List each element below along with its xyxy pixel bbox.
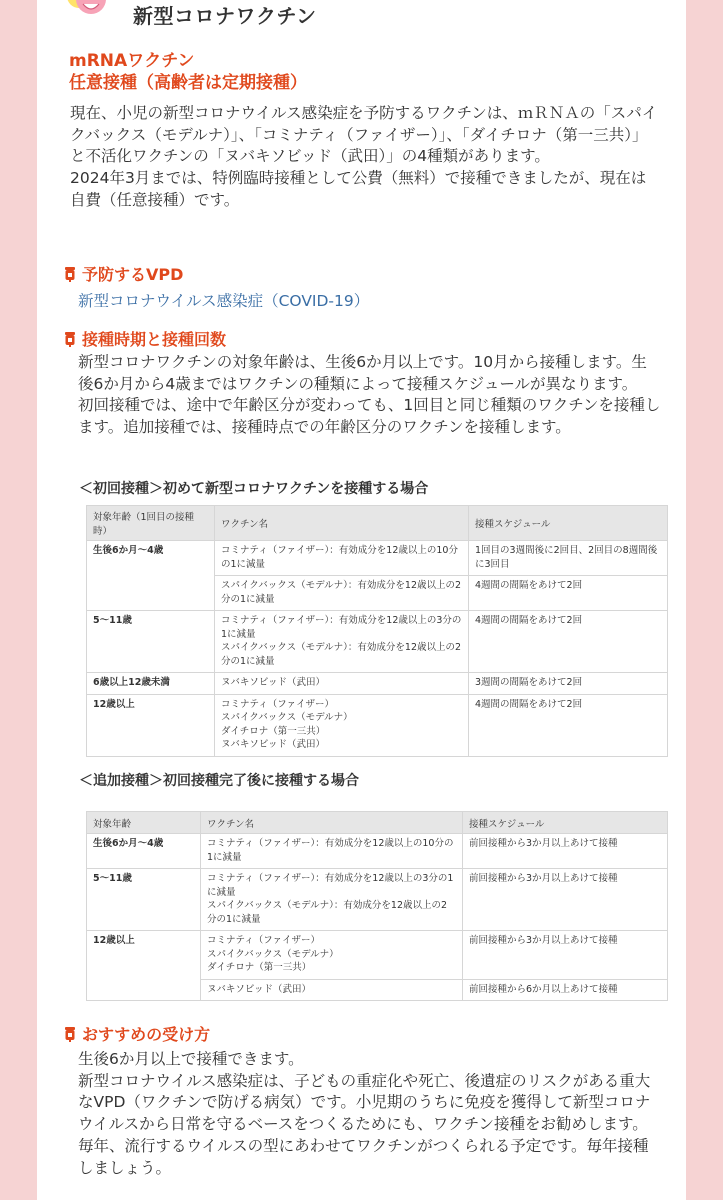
recommend-text [78, 1049, 662, 1179]
column-header: ワクチン名 [215, 506, 469, 541]
schedule-cell: 4週間の間隔をあけて2回 [469, 576, 668, 611]
column-header: 対象年齢 [87, 812, 201, 834]
column-header: 接種スケジュール [463, 812, 668, 834]
vaccine-cell: コミナティ（ファイザー）：有効成分を12歳以上の10分の1に減量 [201, 834, 463, 869]
intro-line-2: 2024年3月までは、特例臨時接種として公費（無料）で接種できましたが、現在は自費（任意接種）です。 [70, 169, 647, 209]
timing-paragraph-1: 新型コロナワクチンの対象年齢は、生後6か月以上です。10月から接種します。生後6か月から4歳まではワクチンの種類によって接種スケジュールが異なります。 [78, 353, 647, 393]
vaccine-cell: コミナティ（ファイザー） スパイクバックス（モデルナ） ダイチロナ（第一三共） [201, 931, 463, 980]
intro-text [70, 103, 660, 212]
vaccine-type: 任意接種（高齢者は定期接種） [69, 73, 307, 93]
timing-paragraph-2: 初回接種では、途中で年齢区分が変わっても、1回目と同じ種類のワクチンを接種します。追加接種では、接種時点での年齢区分のワクチンを接種します。 [78, 396, 661, 437]
table-header-row [87, 506, 668, 541]
page-title: 新型コロナワクチン [133, 4, 317, 28]
timing-text [78, 352, 662, 439]
age-cell: 5〜11歳 [87, 869, 201, 931]
schedule-cell: 4週間の間隔をあけて2回 [469, 694, 668, 756]
syringe-icon [64, 1027, 76, 1042]
recommend-paragraph-1: 生後6か月以上で接種できます。 [78, 1050, 304, 1068]
table-booster-title: ＜追加接種＞初回接種完了後に接種する場合 [79, 773, 359, 789]
vaccine-cell: コミナティ（ファイザー） スパイクバックス（モデルナ） ダイチロナ（第一三共） ヌバキソビッド（武田） [215, 694, 469, 756]
table-row [87, 834, 668, 869]
intro-line-1: 現在、小児の新型コロナウイルス感染症を予防するワクチンは、ｍＲＮＡの「スパイクバックス（モデルナ）」、「コミナティ（ファイザー）」、「ダイチロナ（第一三共）」と不活化ワクチンの「ヌバキソビッド（武田）」の4種類があります。 [70, 104, 658, 166]
vaccine-cell: スパイクバックス（モデルナ）：有効成分を12歳以上の2分の1に減量 [215, 576, 469, 611]
column-header: 対象年齢（1回目の接種時） [87, 506, 215, 541]
syringe-icon [64, 332, 76, 347]
vpd-item: 新型コロナウイルス感染症（COVID-19） [78, 292, 370, 310]
section-timing-heading [64, 327, 226, 350]
age-cell: 12歳以上 [87, 694, 215, 756]
schedule-cell: 前回接種から3か月以上あけて接種 [463, 931, 668, 980]
column-header: 接種スケジュール [469, 506, 668, 541]
schedule-cell: 前回接種から3か月以上あけて接種 [463, 834, 668, 869]
age-cell: 生後6か月〜4歳 [87, 834, 201, 869]
section-timing-title: 接種時期と接種回数 [82, 330, 227, 349]
table-row [87, 869, 668, 931]
content-card [37, 0, 686, 1200]
table-row [87, 611, 668, 673]
vaccine-cell: コミナティ（ファイザー）：有効成分を12歳以上の3分の1に減量 スパイクバックス（モデルナ）：有効成分を12歳以上の2分の1に減量 [201, 869, 463, 931]
table-row [87, 541, 668, 576]
vaccine-cell: ヌバキソビッド（武田） [215, 673, 469, 695]
table-initial [86, 505, 668, 757]
section-recommend-heading [64, 1022, 210, 1045]
section-vpd-title: 予防するVPD [82, 265, 184, 284]
schedule-cell: 4週間の間隔をあけて2回 [469, 611, 668, 673]
section-recommend-title: おすすめの受け方 [82, 1025, 211, 1044]
age-cell: 生後6か月〜4歳 [87, 541, 215, 611]
table-row [87, 694, 668, 756]
column-header: ワクチン名 [201, 812, 463, 834]
schedule-cell: 1回目の3週間後に2回目、2回目の8週間後に3回目 [469, 541, 668, 576]
recommend-paragraph-3: 毎年、流行するウイルスの型にあわせてワクチンがつくられる予定です。毎年接種しましょう。 [78, 1136, 649, 1177]
vaccine-cell: コミナティ（ファイザー）：有効成分を12歳以上の3分の1に減量 スパイクバックス（モデルナ）：有効成分を12歳以上の2分の1に減量 [215, 611, 469, 673]
age-cell: 12歳以上 [87, 931, 201, 1001]
section-vpd-heading [64, 262, 183, 285]
syringe-icon [64, 267, 76, 282]
age-cell: 6歳以上12歳未満 [87, 673, 215, 695]
vaccine-name: mRNAワクチン [69, 51, 195, 71]
schedule-cell: 前回接種から6か月以上あけて接種 [463, 979, 668, 1001]
table-initial-title: ＜初回接種＞初めて新型コロナワクチンを接種する場合 [79, 481, 429, 497]
vaccine-title [69, 50, 307, 94]
mascot-logo-icon [65, 0, 113, 22]
table-row [87, 931, 668, 980]
schedule-cell: 前回接種から3か月以上あけて接種 [463, 869, 668, 931]
vaccine-cell: ヌバキソビッド（武田） [201, 979, 463, 1001]
age-cell: 5〜11歳 [87, 611, 215, 673]
table-booster [86, 811, 668, 1001]
table-row [87, 673, 668, 695]
table-header-row [87, 812, 668, 834]
schedule-cell: 3週間の間隔をあけて2回 [469, 673, 668, 695]
vaccine-cell: コミナティ（ファイザー）：有効成分を12歳以上の10分の1に減量 [215, 541, 469, 576]
recommend-paragraph-2: 新型コロナウイルス感染症は、子どもの重症化や死亡、後遺症のリスクがある重大なVPD（ワクチンで防げる病気）です。小児期のうちに免疫を獲得して新型コロナウイルスから日常を守るベースをつくるためにも、ワクチン接種をお勧めします。 [78, 1071, 651, 1134]
header [37, 0, 686, 40]
